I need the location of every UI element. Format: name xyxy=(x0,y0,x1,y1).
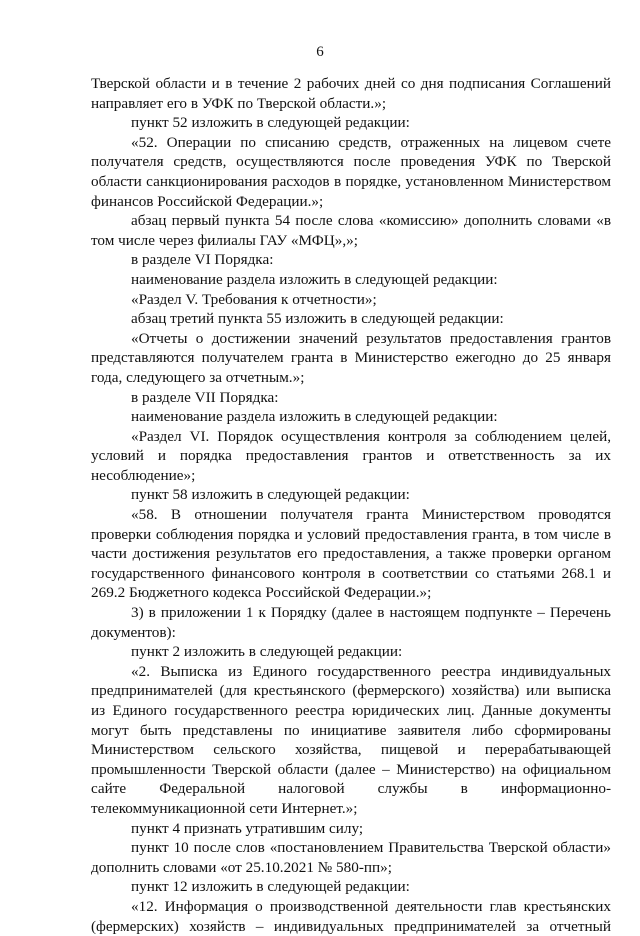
document-body xyxy=(91,74,611,936)
paragraph: наименование раздела изложить в следующей редакции: xyxy=(131,408,498,426)
paragraph: пункт 58 изложить в следующей редакции: xyxy=(131,486,410,504)
page-number: 6 xyxy=(316,44,324,60)
paragraph: в разделе VI Порядка: xyxy=(131,251,274,269)
paragraph: пункт 4 признать утратившим силу; xyxy=(131,819,364,837)
paragraph: «Раздел VI. Порядок осуществления контроля за соблюдением целей, условий и порядка предоставления грантов и ответственность за их несоблюдение»; xyxy=(91,427,611,484)
paragraph: «52. Операции по списанию средств, отраженных на лицевом счете получателя средств, осуществляются после проведения УФК по Тверской области санкционирования расходов в порядке, установленном Министерством финансов Российской Федерации.»; xyxy=(91,133,611,210)
paragraph: «12. Информация о производственной деятельности глав крестьянских (фермерских) хозяйств – индивидуальных предпринимателей за отчетный xyxy=(91,897,611,935)
paragraph: в разделе VII Порядка: xyxy=(131,388,279,406)
paragraph: пункт 52 изложить в следующей редакции: xyxy=(131,114,410,132)
paragraph: Тверской области и в течение 2 рабочих дней со дня подписания Соглашений направляет его в УФК по Тверской области.»; xyxy=(91,75,611,112)
paragraph: абзац первый пункта 54 после слова «комиссию» дополнить словами «в том числе через филиалы ГАУ «МФЦ»,»; xyxy=(91,212,611,249)
paragraph: «Раздел V. Требования к отчетности»; xyxy=(131,290,377,308)
paragraph: «2. Выписка из Единого государственного реестра индивидуальных предпринимателей (для крестьянского (фермерского) хозяйства) или выписка из Единого государственного реестра юридических лиц. Данные документы могут быть представлены по инициативе заявителя либо сформированы Министерством сельского хозяйства, пищевой и перерабатывающей промышленности Тверской области (далее – Министерство) на официальном сайте Федеральной налоговой службы в информационно-телекоммуникационной сети Интернет.»; xyxy=(91,662,611,817)
paragraph: пункт 2 изложить в следующей редакции: xyxy=(131,643,403,661)
paragraph: пункт 10 после слов «постановлением Правительства Тверской области» дополнить словами «от 25.10.2021 № 580-пп»; xyxy=(91,839,611,876)
paragraph: абзац третий пункта 55 изложить в следующей редакции: xyxy=(131,310,504,328)
paragraph: пункт 12 изложить в следующей редакции: xyxy=(131,878,410,896)
paragraph: «Отчеты о достижении значений результатов предоставления грантов представляются получателем гранта в Министерство ежегодно до 25 января года, следующего за отчетным.»; xyxy=(91,329,611,386)
paragraph: «58. В отношении получателя гранта Министерством проводятся проверки соблюдения порядка и условий предоставления гранта, в том числе в части достижения результатов его предоставления, а также проверки органом государственного финансового контроля в соответствии со статьями 268.1 и 269.2 Бюджетного кодекса Российской Федерации.»; xyxy=(91,506,611,602)
paragraph: 3) в приложении 1 к Порядку (далее в настоящем подпункте – Перечень документов): xyxy=(91,604,611,641)
paragraph: наименование раздела изложить в следующей редакции: xyxy=(131,270,498,288)
